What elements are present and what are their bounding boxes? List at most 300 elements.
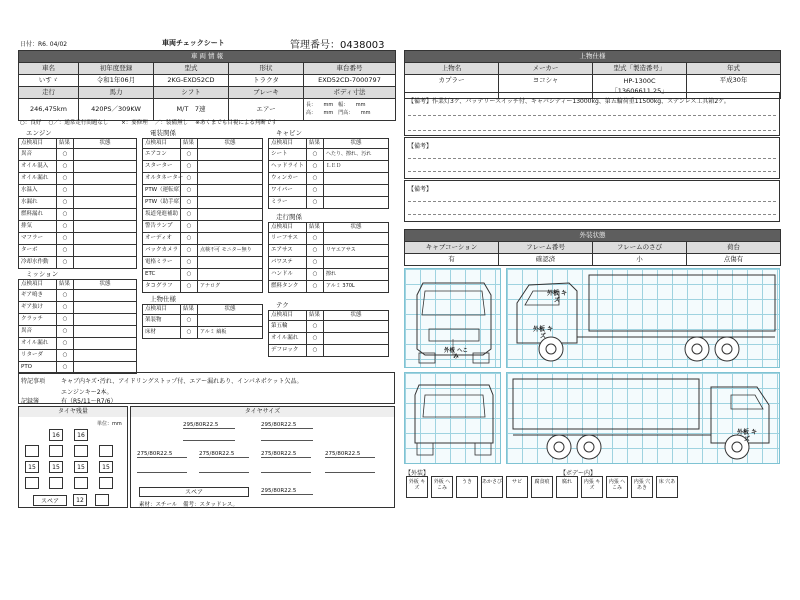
diagram-right-view bbox=[506, 372, 780, 464]
electric-result-mark: ○ bbox=[181, 149, 198, 161]
remarks-box-1 bbox=[404, 92, 780, 136]
tire-axle-empty-1 bbox=[49, 445, 63, 457]
col-body-dims: ボディ寸法 bbox=[304, 87, 396, 99]
upper-head-1: 結果 bbox=[181, 305, 198, 315]
engine-state bbox=[74, 161, 137, 173]
mission-result-mark: ○ bbox=[57, 362, 74, 374]
size-rear-3: 275/80R22.5 bbox=[261, 451, 311, 458]
val-body-dims bbox=[304, 99, 396, 121]
electric-state bbox=[198, 149, 263, 161]
exterior-table bbox=[404, 229, 781, 266]
engine-head-1: 結果 bbox=[57, 139, 74, 149]
val-first-reg: 令和1年06月 bbox=[79, 75, 154, 87]
electric-head-0: 点検項目 bbox=[143, 139, 181, 149]
engine-row bbox=[19, 221, 137, 233]
col-serial: 型式「製造番号」 bbox=[593, 63, 687, 75]
engine-item-label: 冷却水作動 bbox=[19, 257, 57, 269]
electric-state bbox=[198, 221, 263, 233]
mission-section bbox=[18, 269, 137, 374]
val-shape: トラクタ bbox=[229, 75, 304, 87]
upper-item-label: 架装物 bbox=[143, 315, 181, 327]
electric-result-mark: ○ bbox=[181, 221, 198, 233]
cabin-result-mark: ○ bbox=[307, 149, 324, 161]
electric-row bbox=[143, 173, 263, 185]
mission-item-label: リターダ bbox=[19, 350, 57, 362]
electric-state bbox=[198, 269, 263, 281]
mission-row bbox=[19, 350, 137, 362]
engine-result-mark: ○ bbox=[57, 257, 74, 269]
size-rear-2: 275/80R22.5 bbox=[199, 451, 249, 458]
tire-front-left: 16 bbox=[49, 429, 63, 441]
engine-title: エンジン bbox=[26, 129, 52, 137]
col-mileage: 走行 bbox=[19, 87, 79, 99]
upper-section bbox=[142, 294, 263, 339]
mission-item-label: 異音 bbox=[19, 326, 57, 338]
chassis-result-mark: ○ bbox=[307, 233, 324, 245]
chassis-result-mark: ○ bbox=[307, 257, 324, 269]
val-year: 平成30年 bbox=[687, 75, 781, 99]
cabin-item-label: ウィンカー bbox=[269, 173, 307, 185]
tire-axle-empty-2 bbox=[74, 445, 88, 457]
mission-item-label: PTO bbox=[19, 362, 57, 374]
electric-item-label: バックカメラ bbox=[143, 245, 181, 257]
engine-item-label: マフラー bbox=[19, 233, 57, 245]
tire-size-title: タイヤサイズ bbox=[131, 407, 394, 417]
engine-row bbox=[19, 245, 137, 257]
tech-row bbox=[269, 321, 389, 333]
chassis-head-2: 状態 bbox=[324, 223, 389, 233]
damage-mark-1: 外板 キズ bbox=[546, 290, 568, 304]
mission-title: ミッション bbox=[26, 270, 59, 278]
size-spare: 295/80R22.5 bbox=[261, 488, 313, 495]
engine-item-label: 異音 bbox=[19, 149, 57, 161]
damage-legend-item: 外板 へこみ bbox=[431, 476, 453, 498]
engine-state bbox=[74, 257, 137, 269]
electric-result-mark: ○ bbox=[181, 245, 198, 257]
engine-item-label: 排気 bbox=[19, 221, 57, 233]
cabin-item-label: シート bbox=[269, 149, 307, 161]
record-book-value: 有（R5/11〜R7/6） bbox=[61, 398, 117, 405]
chassis-state: 擦れ bbox=[324, 269, 389, 281]
electric-row bbox=[143, 209, 263, 221]
mission-head-2: 状態 bbox=[74, 280, 137, 290]
tire-note: 備考：スタッドレス。 bbox=[183, 502, 239, 508]
mgmt-number-value: 0438003 bbox=[340, 40, 385, 51]
mission-item-label: クラッチ bbox=[19, 314, 57, 326]
chassis-table bbox=[268, 222, 389, 293]
upper-result-mark: ○ bbox=[181, 327, 198, 339]
col-shift: シフト bbox=[154, 87, 229, 99]
cabin-state: ＬＥＤ bbox=[324, 161, 389, 173]
cabin-row bbox=[269, 173, 389, 185]
engine-result-mark: ○ bbox=[57, 149, 74, 161]
special-notes-line2: エンジンキー2本。 bbox=[61, 389, 113, 396]
tech-result-mark: ○ bbox=[307, 333, 324, 345]
damage-legend-item: 内張 穴あき bbox=[631, 476, 653, 498]
engine-row bbox=[19, 209, 137, 221]
size-slot-d bbox=[199, 465, 249, 473]
tire-unit: 単位：mm bbox=[97, 421, 122, 427]
chassis-head-1: 結果 bbox=[307, 223, 324, 233]
chassis-state bbox=[324, 233, 389, 245]
mission-result-mark: ○ bbox=[57, 314, 74, 326]
electric-item-label: オルタネーター bbox=[143, 173, 181, 185]
electric-head-1: 結果 bbox=[181, 139, 198, 149]
damage-legend-item: 外板 キズ bbox=[406, 476, 428, 498]
size-spare-box: スペア bbox=[139, 487, 249, 497]
electric-row bbox=[143, 221, 263, 233]
size-front-right: 295/80R22.5 bbox=[261, 422, 313, 429]
mission-state bbox=[74, 350, 137, 362]
electric-result-mark: ○ bbox=[181, 257, 198, 269]
mission-row bbox=[19, 338, 137, 350]
col-brake: ブレーキ bbox=[229, 87, 304, 99]
electric-item-label: ETC bbox=[143, 269, 181, 281]
electric-state bbox=[198, 161, 263, 173]
mission-item-label: オイル漏れ bbox=[19, 338, 57, 350]
electric-result-mark: ○ bbox=[181, 269, 198, 281]
tire-spare-depth: 12 bbox=[73, 494, 87, 506]
electric-section bbox=[142, 128, 263, 293]
upper-head-0: 点検項目 bbox=[143, 305, 181, 315]
electric-row bbox=[143, 161, 263, 173]
tech-head-1: 結果 bbox=[307, 311, 324, 321]
val-shift: M/T 7速 bbox=[154, 99, 229, 121]
mission-state bbox=[74, 338, 137, 350]
electric-table bbox=[142, 138, 263, 293]
chassis-result-mark: ○ bbox=[307, 269, 324, 281]
management-number bbox=[290, 36, 385, 51]
mission-table bbox=[18, 279, 137, 374]
remarks-lines-2 bbox=[408, 158, 776, 172]
val-cab-caution: 有 bbox=[405, 254, 499, 266]
col-cab-caution: キャブコーション bbox=[405, 242, 499, 254]
electric-row bbox=[143, 185, 263, 197]
col-frame-rust: フレームのさび bbox=[593, 242, 687, 254]
dim-height: 高： mm bbox=[306, 109, 334, 116]
cabin-state: へたり、擦れ、汚れ bbox=[324, 149, 389, 161]
exterior-title: 外装状態 bbox=[405, 230, 781, 242]
engine-row bbox=[19, 233, 137, 245]
electric-result-mark: ○ bbox=[181, 173, 198, 185]
col-chassis-no: 車台番号 bbox=[304, 63, 396, 75]
engine-result-mark: ○ bbox=[57, 173, 74, 185]
electric-item-label: エアコン bbox=[143, 149, 181, 161]
tech-state bbox=[324, 345, 389, 357]
tire-spare-label: スペア bbox=[33, 495, 67, 506]
vehicle-info-title: 車 両 情 報 bbox=[19, 51, 396, 63]
damage-legend-item: 床 穴あ bbox=[656, 476, 678, 498]
chassis-title: 走行関係 bbox=[276, 213, 302, 221]
electric-result-mark: ○ bbox=[181, 233, 198, 245]
tire-depth-title: タイヤ残量 bbox=[19, 407, 127, 417]
legend-exterior-label: 【外装】 bbox=[405, 470, 430, 477]
size-slot-a bbox=[183, 433, 235, 441]
tire-rear2-1 bbox=[25, 477, 39, 489]
engine-result-mark: ○ bbox=[57, 245, 74, 257]
vehicle-info-table bbox=[18, 50, 396, 121]
tire-rear2-3 bbox=[74, 477, 88, 489]
cabin-state bbox=[324, 185, 389, 197]
upper-result-mark: ○ bbox=[181, 315, 198, 327]
engine-section bbox=[18, 128, 137, 269]
val-model: 2KG-EXD52CD bbox=[154, 75, 229, 87]
engine-head-0: 点検項目 bbox=[19, 139, 57, 149]
tech-section bbox=[268, 300, 389, 357]
electric-result-mark: ○ bbox=[181, 209, 198, 221]
chassis-item-label: リーフサス bbox=[269, 233, 307, 245]
val-upper-name: カプラー bbox=[405, 75, 499, 99]
electric-head-2: 状態 bbox=[198, 139, 263, 149]
engine-row bbox=[19, 197, 137, 209]
remarks-box-2 bbox=[404, 137, 780, 179]
engine-result-mark: ○ bbox=[57, 161, 74, 173]
remarks-lines-3 bbox=[408, 201, 776, 215]
engine-state bbox=[74, 185, 137, 197]
engine-item-label: 水漏れ bbox=[19, 197, 57, 209]
electric-row bbox=[143, 233, 263, 245]
electric-item-label: スターター bbox=[143, 161, 181, 173]
col-frame-no: フレーム番号 bbox=[499, 242, 593, 254]
cabin-row bbox=[269, 197, 389, 209]
electric-item-label: タコグラフ bbox=[143, 281, 181, 293]
damage-legend-item: あかさび bbox=[481, 476, 503, 498]
col-power: 馬力 bbox=[79, 87, 154, 99]
diagram-left-view bbox=[506, 268, 780, 368]
mission-result-mark: ○ bbox=[57, 290, 74, 302]
engine-item-label: ターボ bbox=[19, 245, 57, 257]
upper-table bbox=[142, 304, 263, 339]
size-rear-4: 275/80R22.5 bbox=[325, 451, 375, 458]
dim-width: 幅： mm bbox=[338, 102, 366, 108]
diagram-rear-view bbox=[404, 372, 501, 464]
mission-result-mark: ○ bbox=[57, 350, 74, 362]
tire-size-panel bbox=[130, 406, 395, 508]
mission-state bbox=[74, 326, 137, 338]
damage-legend-item: 内張 へこみ bbox=[606, 476, 628, 498]
legend-normal: ○／：通常走行問題なし bbox=[48, 120, 109, 126]
damage-legend-item: うき bbox=[456, 476, 478, 498]
date-label: 日付：R6. 04/02 bbox=[20, 41, 68, 48]
chassis-row bbox=[269, 233, 389, 245]
special-notes-label: 特記事項 bbox=[21, 378, 46, 385]
mission-result-mark: ○ bbox=[57, 326, 74, 338]
damage-legend-item: サビ bbox=[506, 476, 528, 498]
tech-result-mark: ○ bbox=[307, 321, 324, 333]
col-model: 型式 bbox=[154, 63, 229, 75]
electric-state bbox=[198, 173, 263, 185]
tire-spare-empty bbox=[95, 494, 109, 506]
chassis-row bbox=[269, 257, 389, 269]
cabin-result-mark: ○ bbox=[307, 173, 324, 185]
tech-row bbox=[269, 345, 389, 357]
col-cargo-bed: 荷台 bbox=[687, 242, 781, 254]
engine-row bbox=[19, 173, 137, 185]
engine-item-label: 水温入 bbox=[19, 185, 57, 197]
engine-item-label: オイル混入 bbox=[19, 161, 57, 173]
cabin-result-mark: ○ bbox=[307, 197, 324, 209]
chassis-result-mark: ○ bbox=[307, 281, 324, 293]
mission-item-label: ギア抜け bbox=[19, 302, 57, 314]
cabin-result-mark: ○ bbox=[307, 161, 324, 173]
chassis-row bbox=[269, 281, 389, 293]
electric-result-mark: ○ bbox=[181, 197, 198, 209]
val-frame-no: 確認済 bbox=[499, 254, 593, 266]
tech-state bbox=[324, 321, 389, 333]
tech-item-label: オイル漏れ bbox=[269, 333, 307, 345]
mission-head-1: 結果 bbox=[57, 280, 74, 290]
electric-item-label: 電格ミラー bbox=[143, 257, 181, 269]
cabin-item-label: ミラー bbox=[269, 197, 307, 209]
engine-result-mark: ○ bbox=[57, 233, 74, 245]
electric-item-label: 坂道発進補助 bbox=[143, 209, 181, 221]
tech-table bbox=[268, 310, 389, 357]
chassis-item-label: ハンドル bbox=[269, 269, 307, 281]
tech-result-mark: ○ bbox=[307, 345, 324, 357]
size-front-left: 295/80R22.5 bbox=[183, 422, 235, 429]
size-rear-1: 275/80R22.5 bbox=[137, 451, 187, 458]
electric-row bbox=[143, 269, 263, 281]
engine-state bbox=[74, 173, 137, 185]
electric-row bbox=[143, 197, 263, 209]
legend-body-label: 【ボデー内】 bbox=[560, 470, 597, 477]
upper-state: アルミ 縞板 bbox=[198, 327, 263, 339]
engine-table bbox=[18, 138, 137, 269]
engine-result-mark: ○ bbox=[57, 209, 74, 221]
col-shape: 形状 bbox=[229, 63, 304, 75]
legend-good: ○：良好 bbox=[20, 120, 42, 126]
chassis-row bbox=[269, 245, 389, 257]
special-notes-line1: キャブ内キズ･汚れ、アイドリングストップ付、エアー漏れあり、インパネポケット欠品。 bbox=[61, 378, 303, 385]
truck-right-outline bbox=[507, 373, 781, 465]
mgmt-label: 管理番号： bbox=[290, 40, 340, 51]
sheet-title: 車両チェックシート bbox=[162, 39, 225, 47]
engine-row bbox=[19, 161, 137, 173]
chassis-state: リヤエアサス bbox=[324, 245, 389, 257]
val-serial-number: 「13606611 25」 bbox=[611, 86, 668, 95]
tire-axle-empty-4 bbox=[99, 445, 113, 457]
legend-disclaimer: ※あくまでも目視による判断です bbox=[195, 120, 277, 126]
engine-state bbox=[74, 245, 137, 257]
chassis-row bbox=[269, 269, 389, 281]
tech-item-label: 第五輪 bbox=[269, 321, 307, 333]
remarks-text-3: 【備考】 bbox=[408, 186, 433, 193]
dim-length: 長： mm bbox=[306, 102, 334, 108]
tire-rear-3: 15 bbox=[74, 461, 88, 473]
val-maker: ヨコシャ bbox=[499, 75, 593, 99]
electric-row bbox=[143, 257, 263, 269]
val-serial-model: HP-1300C bbox=[623, 77, 656, 85]
chassis-item-label: 燃料タンク bbox=[269, 281, 307, 293]
col-year: 年式 bbox=[687, 63, 781, 75]
mission-state bbox=[74, 302, 137, 314]
engine-state bbox=[74, 221, 137, 233]
electric-state bbox=[198, 257, 263, 269]
mission-row bbox=[19, 290, 137, 302]
engine-result-mark: ○ bbox=[57, 221, 74, 233]
cabin-item-label: ワイパー bbox=[269, 185, 307, 197]
chassis-result-mark: ○ bbox=[307, 245, 324, 257]
cabin-item-label: ヘッドライト bbox=[269, 161, 307, 173]
cabin-head-0: 点検項目 bbox=[269, 139, 307, 149]
tech-row bbox=[269, 333, 389, 345]
cabin-row bbox=[269, 161, 389, 173]
val-chassis-no: EXD52CD-7000797 bbox=[304, 75, 396, 87]
size-slot-e bbox=[261, 465, 311, 473]
electric-state bbox=[198, 197, 263, 209]
engine-item-label: オイル漏れ bbox=[19, 173, 57, 185]
val-car-name: いすゞ bbox=[19, 75, 79, 87]
mission-row bbox=[19, 314, 137, 326]
tech-state bbox=[324, 333, 389, 345]
mission-row bbox=[19, 302, 137, 314]
chassis-section bbox=[268, 212, 389, 293]
electric-result-mark: ○ bbox=[181, 161, 198, 173]
electric-state bbox=[198, 233, 263, 245]
damage-legend-item: 腐れ bbox=[556, 476, 578, 498]
dim-door-height: 門高： mm bbox=[338, 109, 371, 116]
mission-head-0: 点検項目 bbox=[19, 280, 57, 290]
electric-row bbox=[143, 149, 263, 161]
cabin-row bbox=[269, 185, 389, 197]
electric-result-mark: ○ bbox=[181, 281, 198, 293]
engine-state bbox=[74, 197, 137, 209]
remarks-box-3 bbox=[404, 180, 780, 222]
tech-head-2: 状態 bbox=[324, 311, 389, 321]
record-book-label: 記録簿 bbox=[21, 398, 40, 405]
mission-row bbox=[19, 326, 137, 338]
damage-mark-4: 外板 キズ bbox=[736, 429, 758, 443]
damage-mark-2: 外板 キズ bbox=[532, 326, 554, 340]
tire-depth-panel bbox=[18, 406, 128, 508]
chassis-head-0: 点検項目 bbox=[269, 223, 307, 233]
mission-result-mark: ○ bbox=[57, 302, 74, 314]
engine-state bbox=[74, 209, 137, 221]
tire-rear-4: 15 bbox=[99, 461, 113, 473]
electric-state bbox=[198, 209, 263, 221]
truck-rear-outline bbox=[405, 373, 502, 465]
electric-item-label: PTW（助手席） bbox=[143, 197, 181, 209]
upper-title: 上物仕様 bbox=[150, 295, 176, 303]
legend-none: ／：装備無し bbox=[154, 120, 188, 126]
chassis-item-label: エアサス bbox=[269, 245, 307, 257]
col-first-reg: 初年度登録 bbox=[79, 63, 154, 75]
damage-mark-3: 外板 へこみ bbox=[444, 348, 468, 361]
tire-material: 素材：スチール bbox=[139, 502, 178, 508]
val-cargo-bed: 点傷有 bbox=[687, 254, 781, 266]
val-mileage: 246,475km bbox=[19, 99, 79, 121]
tire-rear2-4 bbox=[99, 477, 113, 489]
electric-result-mark: ○ bbox=[181, 185, 198, 197]
mission-state bbox=[74, 290, 137, 302]
tech-head-0: 点検項目 bbox=[269, 311, 307, 321]
engine-result-mark: ○ bbox=[57, 197, 74, 209]
val-frame-rust: 小 bbox=[593, 254, 687, 266]
cabin-state bbox=[324, 197, 389, 209]
damage-legend-item: 腐食痕 bbox=[531, 476, 553, 498]
tech-title: テク bbox=[276, 301, 289, 309]
electric-state bbox=[198, 185, 263, 197]
chassis-state bbox=[324, 257, 389, 269]
engine-item-label: 燃料漏れ bbox=[19, 209, 57, 221]
electric-state: アナログ bbox=[198, 281, 263, 293]
col-upper-name: 上物名 bbox=[405, 63, 499, 75]
engine-head-2: 状態 bbox=[74, 139, 137, 149]
upper-head-2: 状態 bbox=[198, 305, 263, 315]
chassis-state: アルミ 370L bbox=[324, 281, 389, 293]
result-legend bbox=[20, 118, 277, 126]
upper-row bbox=[143, 327, 263, 339]
